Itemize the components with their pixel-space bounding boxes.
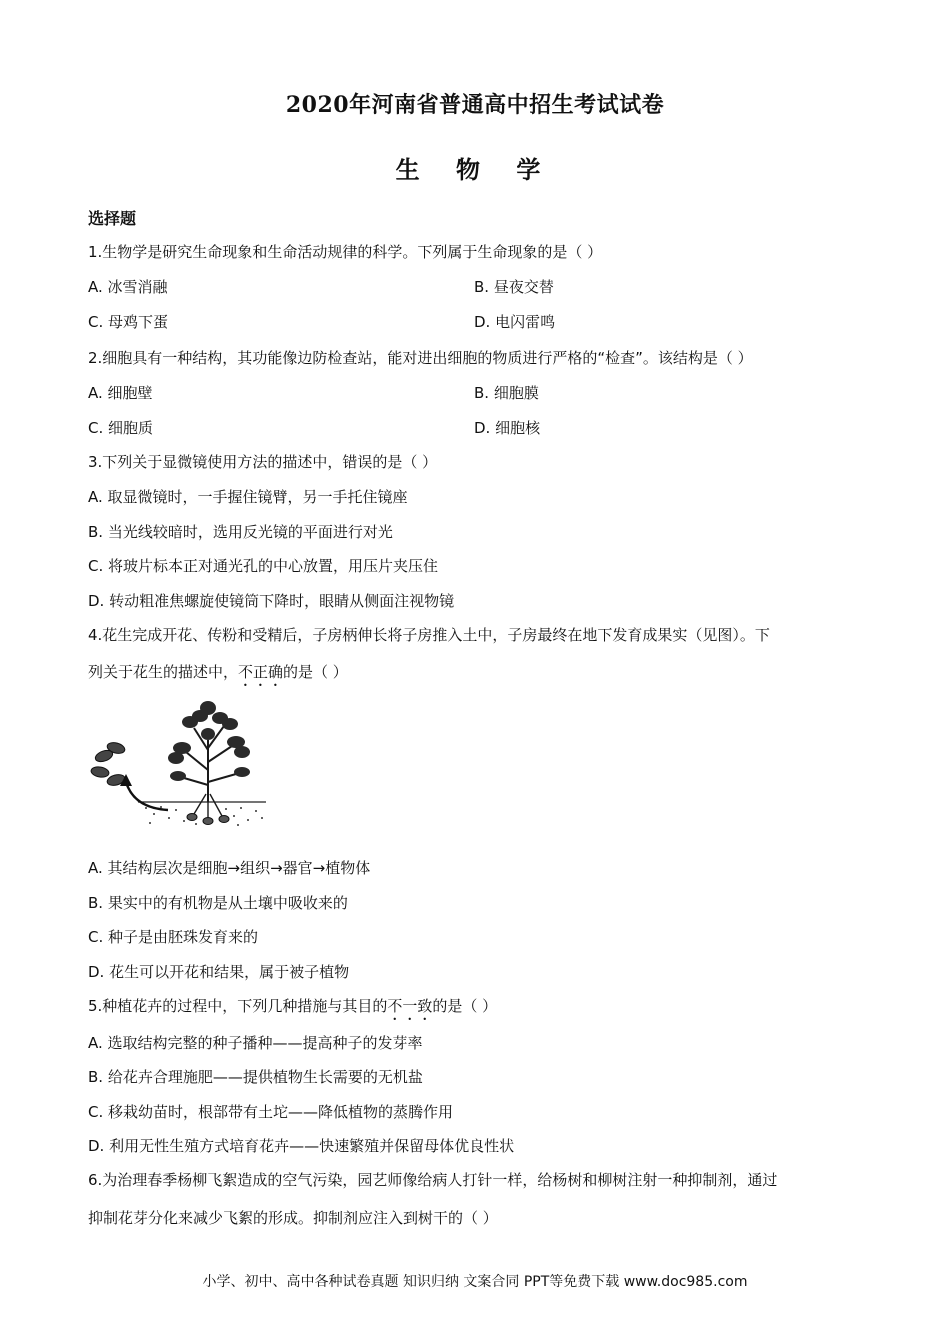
q3-option-b: B. 当光线较暗时，选用反光镜的平面进行对光 — [88, 523, 393, 541]
q4-stem-emphasis: 不正确 — [238, 663, 284, 681]
arrow-icon — [120, 774, 168, 810]
q2-option-c: C. 细胞质 — [88, 419, 154, 437]
q2-option-a: A. 细胞壁 — [88, 384, 153, 402]
question-5-stem — [88, 996, 497, 1024]
q5-option-d: D. 利用无性生殖方式培育花卉——快速繁殖并保留母体优良性状 — [88, 1137, 515, 1155]
section-heading: 选择题 — [88, 209, 137, 228]
page-title: 2020年河南省普通高中招生考试试卷 — [285, 92, 665, 118]
q4-option-b: B. 果实中的有机物是从土壤中吸收来的 — [88, 894, 348, 912]
q5-stem-pre: 5.种植花卉的过程中，下列几种措施与其目的 — [88, 997, 388, 1015]
q1-option-b: B. 昼夜交替 — [474, 278, 554, 296]
q4-option-d: D. 花生可以开花和结果，属于被子植物 — [88, 963, 350, 981]
q4-option-a: A. 其结构层次是细胞→组织→器官→植物体 — [88, 859, 371, 877]
q1-option-a: A. 冰雪消融 — [88, 278, 168, 296]
question-2-stem: 2.细胞具有一种结构，其功能像边防检查站，能对进出细胞的物质进行严格的“检查”。该结构是（ ） — [88, 349, 753, 367]
q5-option-b: B. 给花卉合理施肥——提供植物生长需要的无机盐 — [88, 1068, 423, 1086]
page-footer: 小学、初中、高中各种试卷真题 知识归纳 文案合同 PPT等免费下载 www.doc985.com — [202, 1274, 748, 1290]
q3-option-d: D. 转动粗准焦螺旋使镜筒下降时，眼睛从侧面注视物镜 — [88, 592, 455, 610]
q4-option-c: C. 种子是由胚珠发育来的 — [88, 928, 259, 946]
question-3-stem: 3.下列关于显微镜使用方法的描述中，错误的是（ ） — [88, 453, 438, 471]
question-6-stem-line1: 6.为治理春季杨柳飞絮造成的空气污染，园艺师像给病人打针一样，给杨树和柳树注射一种抑制剂，通过 — [88, 1171, 778, 1189]
q1-option-c: C. 母鸡下蛋 — [88, 313, 169, 331]
question-6-stem-line2: 抑制花芽分化来减少飞絮的形成。抑制剂应注入到树干的（ ） — [88, 1209, 498, 1227]
q4-stem-pre: 列关于花生的描述中， — [88, 663, 239, 681]
soil-layer — [138, 802, 266, 826]
q2-option-b: B. 细胞膜 — [474, 384, 539, 402]
question-4-stem-line1: 4.花生完成开花、传粉和受精后，子房柄伸长将子房推入土中，子房最终在地下发育成果实（见图）。下 — [88, 626, 770, 644]
q4-stem-post: 的是（ ） — [283, 663, 348, 681]
peanut-plant-figure — [86, 690, 276, 830]
q3-option-c: C. 将玻片标本正对通光孔的中心放置，用压片夹压住 — [88, 557, 439, 575]
q5-stem-emphasis: 不一致 — [387, 997, 433, 1015]
q5-option-a: A. 选取结构完整的种子播种——提高种子的发芽率 — [88, 1034, 423, 1052]
q2-option-d: D. 细胞核 — [474, 419, 541, 437]
q5-option-c: C. 移栽幼苗时，根部带有土坨——降低植物的蒸腾作用 — [88, 1103, 454, 1121]
q3-option-a: A. 取显微镜时，一手握住镜臂，另一手托住镜座 — [88, 488, 408, 506]
harvested-peanuts — [90, 741, 126, 787]
question-1-stem: 1.生物学是研究生命现象和生命活动规律的科学。下列属于生命现象的是（ ） — [88, 243, 603, 261]
subject-title: 生 物 学 — [395, 155, 555, 184]
question-4-stem-line2 — [88, 662, 348, 690]
q5-stem-post: 的是（ ） — [432, 997, 498, 1015]
q1-option-d: D. 电闪雷鸣 — [474, 313, 556, 331]
